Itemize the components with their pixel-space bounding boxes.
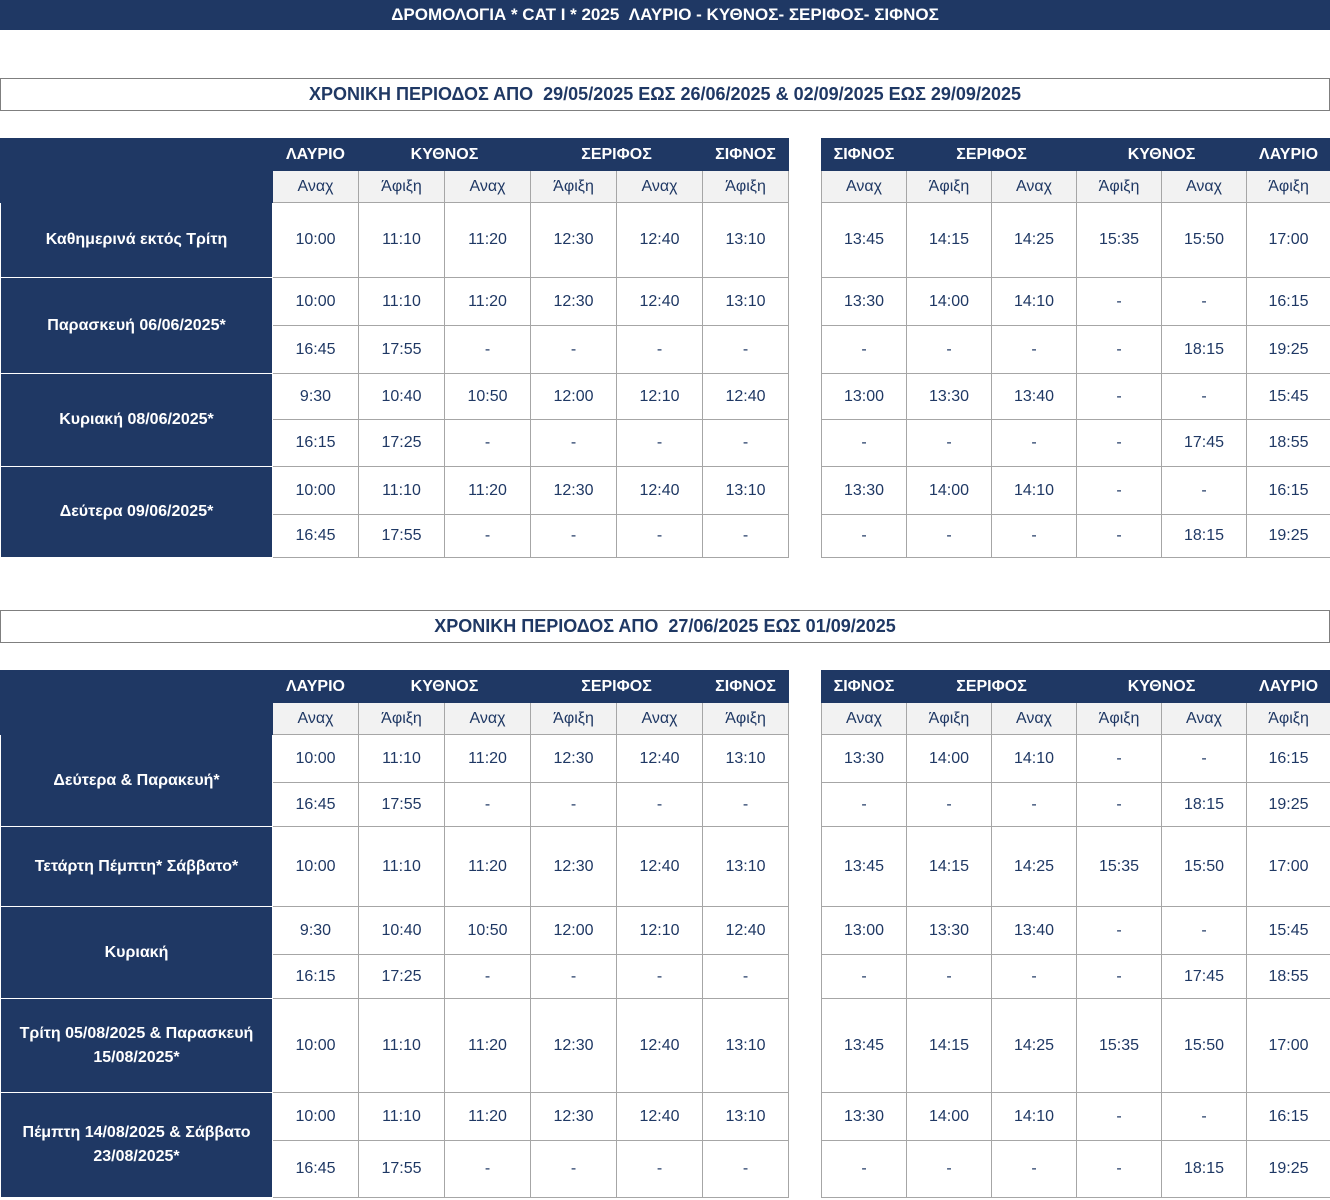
time-cell: 18:15 <box>1162 783 1247 827</box>
time-cell: 13:30 <box>822 467 907 515</box>
direction-header: Άφιξη <box>907 703 992 735</box>
time-cell: 13:45 <box>822 999 907 1093</box>
direction-header: Άφιξη <box>703 171 789 203</box>
port-header: ΣΕΡΙΦΟΣ <box>907 139 1077 171</box>
time-cell: 11:10 <box>359 735 445 783</box>
time-cell: - <box>617 326 703 374</box>
time-cell: 9:30 <box>273 374 359 420</box>
time-cell: - <box>445 955 531 999</box>
time-cell: - <box>703 420 789 467</box>
port-header: ΣΕΡΙΦΟΣ <box>907 671 1077 703</box>
time-cell: 12:40 <box>617 1093 703 1141</box>
direction-header: Άφιξη <box>907 171 992 203</box>
time-cell: - <box>1162 467 1247 515</box>
time-cell: - <box>617 515 703 558</box>
time-cell: - <box>617 420 703 467</box>
port-header: ΚΥΘΝΟΣ <box>359 671 531 703</box>
time-cell: 11:10 <box>359 999 445 1093</box>
time-cell: 13:30 <box>822 735 907 783</box>
time-cell: - <box>1077 278 1162 326</box>
time-cell: - <box>531 326 617 374</box>
time-cell: - <box>1162 278 1247 326</box>
time-cell: - <box>1077 735 1162 783</box>
time-cell: - <box>617 955 703 999</box>
time-cell: - <box>907 955 992 999</box>
time-cell: 10:00 <box>273 827 359 907</box>
time-cell: - <box>1162 907 1247 955</box>
time-cell: 14:10 <box>992 735 1077 783</box>
time-cell: - <box>907 326 992 374</box>
time-cell: 10:50 <box>445 374 531 420</box>
time-cell: 12:10 <box>617 374 703 420</box>
time-cell: - <box>703 955 789 999</box>
time-cell: 17:25 <box>359 420 445 467</box>
time-cell: 13:10 <box>703 735 789 783</box>
time-cell: 12:40 <box>617 467 703 515</box>
time-cell: - <box>992 783 1077 827</box>
day-label: Κυριακή 08/06/2025* <box>1 374 273 467</box>
time-cell: 16:45 <box>273 326 359 374</box>
time-cell: - <box>822 326 907 374</box>
time-cell: - <box>531 783 617 827</box>
time-cell: 12:00 <box>531 907 617 955</box>
period-2-return-table <box>821 670 1330 1198</box>
time-cell: 11:20 <box>445 999 531 1093</box>
port-header: ΛΑΥΡΙΟ <box>273 671 359 703</box>
direction-header: Αναχ <box>822 703 907 735</box>
time-cell: 10:50 <box>445 907 531 955</box>
time-cell: 17:55 <box>359 783 445 827</box>
time-cell: 16:15 <box>1247 278 1330 326</box>
time-cell: - <box>992 326 1077 374</box>
time-cell: 12:40 <box>617 999 703 1093</box>
time-cell: 12:40 <box>703 374 789 420</box>
time-cell: 18:15 <box>1162 1141 1247 1198</box>
time-cell: - <box>907 420 992 467</box>
time-cell: 14:25 <box>992 827 1077 907</box>
time-cell: 12:40 <box>617 203 703 278</box>
time-cell: 11:20 <box>445 278 531 326</box>
time-cell: 14:10 <box>992 467 1077 515</box>
time-cell: - <box>992 1141 1077 1198</box>
time-cell: 12:40 <box>617 827 703 907</box>
time-cell: 16:15 <box>1247 467 1330 515</box>
time-cell: 12:30 <box>531 827 617 907</box>
period-1-block <box>0 138 1330 558</box>
day-label: Δεύτερα 09/06/2025* <box>1 467 273 558</box>
time-cell: - <box>907 783 992 827</box>
time-cell: - <box>445 1141 531 1198</box>
time-cell: - <box>992 515 1077 558</box>
time-cell: - <box>1077 467 1162 515</box>
time-cell: 12:30 <box>531 999 617 1093</box>
time-cell: 14:15 <box>907 827 992 907</box>
time-cell: 19:25 <box>1247 326 1330 374</box>
time-cell: 12:00 <box>531 374 617 420</box>
time-cell: - <box>531 955 617 999</box>
port-header: ΣΕΡΙΦΟΣ <box>531 139 703 171</box>
time-cell: 12:40 <box>617 735 703 783</box>
time-cell: 15:50 <box>1162 827 1247 907</box>
port-header: ΚΥΘΝΟΣ <box>1077 671 1247 703</box>
time-cell: - <box>1077 515 1162 558</box>
port-header: ΛΑΥΡΙΟ <box>1247 139 1330 171</box>
time-cell: - <box>822 420 907 467</box>
time-cell: 13:30 <box>822 278 907 326</box>
time-cell: 15:35 <box>1077 827 1162 907</box>
time-cell: 19:25 <box>1247 1141 1330 1198</box>
time-cell: 10:00 <box>273 467 359 515</box>
time-cell: - <box>703 326 789 374</box>
time-cell: - <box>1162 735 1247 783</box>
time-cell: 10:00 <box>273 1093 359 1141</box>
time-cell: 9:30 <box>273 907 359 955</box>
time-cell: 15:45 <box>1247 374 1330 420</box>
time-cell: 14:00 <box>907 1093 992 1141</box>
time-cell: 11:20 <box>445 827 531 907</box>
time-cell: 17:25 <box>359 955 445 999</box>
day-label: Τρίτη 05/08/2025 & Παρασκευή 15/08/2025* <box>1 999 273 1093</box>
direction-header: Άφιξη <box>359 703 445 735</box>
time-cell: - <box>992 420 1077 467</box>
direction-header: Άφιξη <box>1247 171 1330 203</box>
time-cell: - <box>822 955 907 999</box>
direction-header: Αναχ <box>992 171 1077 203</box>
time-cell: 14:00 <box>907 467 992 515</box>
time-cell: 10:40 <box>359 374 445 420</box>
time-cell: - <box>822 1141 907 1198</box>
direction-header: Άφιξη <box>1247 703 1330 735</box>
time-cell: - <box>703 1141 789 1198</box>
time-cell: - <box>1162 374 1247 420</box>
direction-header: Αναχ <box>617 703 703 735</box>
time-cell: 11:20 <box>445 735 531 783</box>
direction-header: Αναχ <box>1162 171 1247 203</box>
direction-header: Άφιξη <box>703 703 789 735</box>
time-cell: 16:15 <box>273 955 359 999</box>
day-header-cell <box>1 671 273 735</box>
time-cell: 13:30 <box>822 1093 907 1141</box>
time-cell: 10:00 <box>273 999 359 1093</box>
time-cell: 14:00 <box>907 735 992 783</box>
direction-header: Άφιξη <box>1077 171 1162 203</box>
time-cell: 13:10 <box>703 827 789 907</box>
time-cell: 11:10 <box>359 278 445 326</box>
time-cell: 11:20 <box>445 467 531 515</box>
port-header: ΣΙΦΝΟΣ <box>703 671 789 703</box>
time-cell: 11:20 <box>445 1093 531 1141</box>
time-cell: 13:40 <box>992 907 1077 955</box>
time-cell: 10:00 <box>273 735 359 783</box>
day-label: Τετάρτη Πέμπτη* Σάββατο* <box>1 827 273 907</box>
page-title: ΔΡΟΜΟΛΟΓΙΑ * CAT I * 2025 ΛΑΥΡΙΟ - ΚΥΘΝΟΣ- ΣΕΡΙΦΟΣ- ΣΙΦΝΟΣ <box>0 0 1330 30</box>
time-cell: 18:15 <box>1162 326 1247 374</box>
period-2-label: ΧΡΟΝΙΚΗ ΠΕΡΙΟΔΟΣ ΑΠΟ 27/06/2025 ΕΩΣ 01/09/2025 <box>0 610 1330 643</box>
time-cell: 17:45 <box>1162 955 1247 999</box>
time-cell: 12:30 <box>531 735 617 783</box>
time-cell: 18:55 <box>1247 420 1330 467</box>
time-cell: 13:40 <box>992 374 1077 420</box>
port-header: ΣΕΡΙΦΟΣ <box>531 671 703 703</box>
time-cell: 16:45 <box>273 515 359 558</box>
port-header: ΚΥΘΝΟΣ <box>1077 139 1247 171</box>
time-cell: 14:15 <box>907 203 992 278</box>
day-label: Παρασκευή 06/06/2025* <box>1 278 273 374</box>
period-2-block <box>0 670 1330 1200</box>
time-cell: 17:55 <box>359 1141 445 1198</box>
time-cell: 18:15 <box>1162 515 1247 558</box>
time-cell: 14:15 <box>907 999 992 1093</box>
time-cell: - <box>907 1141 992 1198</box>
time-cell: 13:45 <box>822 203 907 278</box>
time-cell: 12:10 <box>617 907 703 955</box>
time-cell: 14:25 <box>992 203 1077 278</box>
time-cell: 12:30 <box>531 467 617 515</box>
direction-header: Αναχ <box>992 703 1077 735</box>
direction-header: Άφιξη <box>531 703 617 735</box>
time-cell: - <box>703 783 789 827</box>
time-cell: 18:55 <box>1247 955 1330 999</box>
time-cell: - <box>445 783 531 827</box>
time-cell: 13:10 <box>703 999 789 1093</box>
direction-header: Άφιξη <box>531 171 617 203</box>
direction-header: Αναχ <box>445 703 531 735</box>
time-cell: 13:30 <box>907 907 992 955</box>
time-cell: 15:35 <box>1077 203 1162 278</box>
time-cell: 13:00 <box>822 374 907 420</box>
time-cell: 11:10 <box>359 203 445 278</box>
time-cell: 17:55 <box>359 326 445 374</box>
direction-header: Αναχ <box>822 171 907 203</box>
time-cell: - <box>445 326 531 374</box>
port-header: ΛΑΥΡΙΟ <box>273 139 359 171</box>
time-cell: 17:00 <box>1247 827 1330 907</box>
time-cell: 13:10 <box>703 1093 789 1141</box>
port-header: ΣΙΦΝΟΣ <box>822 671 907 703</box>
time-cell: 13:00 <box>822 907 907 955</box>
direction-header: Άφιξη <box>359 171 445 203</box>
direction-header: Αναχ <box>1162 703 1247 735</box>
time-cell: - <box>617 1141 703 1198</box>
time-cell: 17:00 <box>1247 999 1330 1093</box>
day-label: Δεύτερα & Παρακευή* <box>1 735 273 827</box>
time-cell: - <box>822 515 907 558</box>
time-cell: - <box>1077 783 1162 827</box>
time-cell: 13:10 <box>703 467 789 515</box>
time-cell: 15:50 <box>1162 203 1247 278</box>
time-cell: 10:00 <box>273 278 359 326</box>
time-cell: - <box>531 1141 617 1198</box>
port-header: ΛΑΥΡΙΟ <box>1247 671 1330 703</box>
period-1-outbound-table <box>0 138 789 558</box>
time-cell: 10:00 <box>273 203 359 278</box>
time-cell: 12:30 <box>531 203 617 278</box>
time-cell: 16:15 <box>273 420 359 467</box>
time-cell: 19:25 <box>1247 515 1330 558</box>
time-cell: - <box>822 783 907 827</box>
time-cell: - <box>531 515 617 558</box>
time-cell: 14:25 <box>992 999 1077 1093</box>
time-cell: 10:40 <box>359 907 445 955</box>
time-cell: - <box>1077 326 1162 374</box>
time-cell: - <box>617 783 703 827</box>
direction-header: Αναχ <box>273 171 359 203</box>
time-cell: 13:10 <box>703 278 789 326</box>
time-cell: - <box>445 420 531 467</box>
time-cell: - <box>1077 1093 1162 1141</box>
day-header-cell <box>1 139 273 203</box>
time-cell: 17:55 <box>359 515 445 558</box>
time-cell: - <box>1077 374 1162 420</box>
time-cell: 14:10 <box>992 278 1077 326</box>
time-cell: 12:40 <box>703 907 789 955</box>
time-cell: - <box>703 515 789 558</box>
time-cell: - <box>992 955 1077 999</box>
time-cell: 14:10 <box>992 1093 1077 1141</box>
time-cell: 17:45 <box>1162 420 1247 467</box>
time-cell: 17:00 <box>1247 203 1330 278</box>
time-cell: 12:30 <box>531 278 617 326</box>
time-cell: 15:45 <box>1247 907 1330 955</box>
time-cell: 11:10 <box>359 467 445 515</box>
time-cell: 11:10 <box>359 827 445 907</box>
period-1-label: ΧΡΟΝΙΚΗ ΠΕΡΙΟΔΟΣ ΑΠΟ 29/05/2025 ΕΩΣ 26/06/2025 & 02/09/2025 ΕΩΣ 29/09/2025 <box>0 78 1330 111</box>
time-cell: 12:30 <box>531 1093 617 1141</box>
time-cell: - <box>1077 1141 1162 1198</box>
time-cell: 11:10 <box>359 1093 445 1141</box>
time-cell: - <box>1077 420 1162 467</box>
period-2-outbound-table <box>0 670 789 1198</box>
time-cell: 11:20 <box>445 203 531 278</box>
time-cell: 16:15 <box>1247 1093 1330 1141</box>
time-cell: 16:15 <box>1247 735 1330 783</box>
time-cell: - <box>445 515 531 558</box>
time-cell: - <box>531 420 617 467</box>
direction-header: Αναχ <box>617 171 703 203</box>
time-cell: 14:00 <box>907 278 992 326</box>
day-label: Κυριακή <box>1 907 273 999</box>
time-cell: 15:50 <box>1162 999 1247 1093</box>
time-cell: 16:45 <box>273 1141 359 1198</box>
period-1-return-table <box>821 138 1330 558</box>
time-cell: 19:25 <box>1247 783 1330 827</box>
time-cell: - <box>1162 1093 1247 1141</box>
time-cell: 13:45 <box>822 827 907 907</box>
time-cell: 12:40 <box>617 278 703 326</box>
time-cell: 13:30 <box>907 374 992 420</box>
time-cell: - <box>907 515 992 558</box>
day-label: Καθημερινά εκτός Τρίτη <box>1 203 273 278</box>
port-header: ΣΙΦΝΟΣ <box>822 139 907 171</box>
time-cell: 15:35 <box>1077 999 1162 1093</box>
time-cell: - <box>1077 955 1162 999</box>
day-label: Πέμπτη 14/08/2025 & Σάββατο 23/08/2025* <box>1 1093 273 1198</box>
direction-header: Αναχ <box>445 171 531 203</box>
time-cell: - <box>1077 907 1162 955</box>
port-header: ΣΙΦΝΟΣ <box>703 139 789 171</box>
port-header: ΚΥΘΝΟΣ <box>359 139 531 171</box>
direction-header: Άφιξη <box>1077 703 1162 735</box>
direction-header: Αναχ <box>273 703 359 735</box>
time-cell: 16:45 <box>273 783 359 827</box>
time-cell: 13:10 <box>703 203 789 278</box>
